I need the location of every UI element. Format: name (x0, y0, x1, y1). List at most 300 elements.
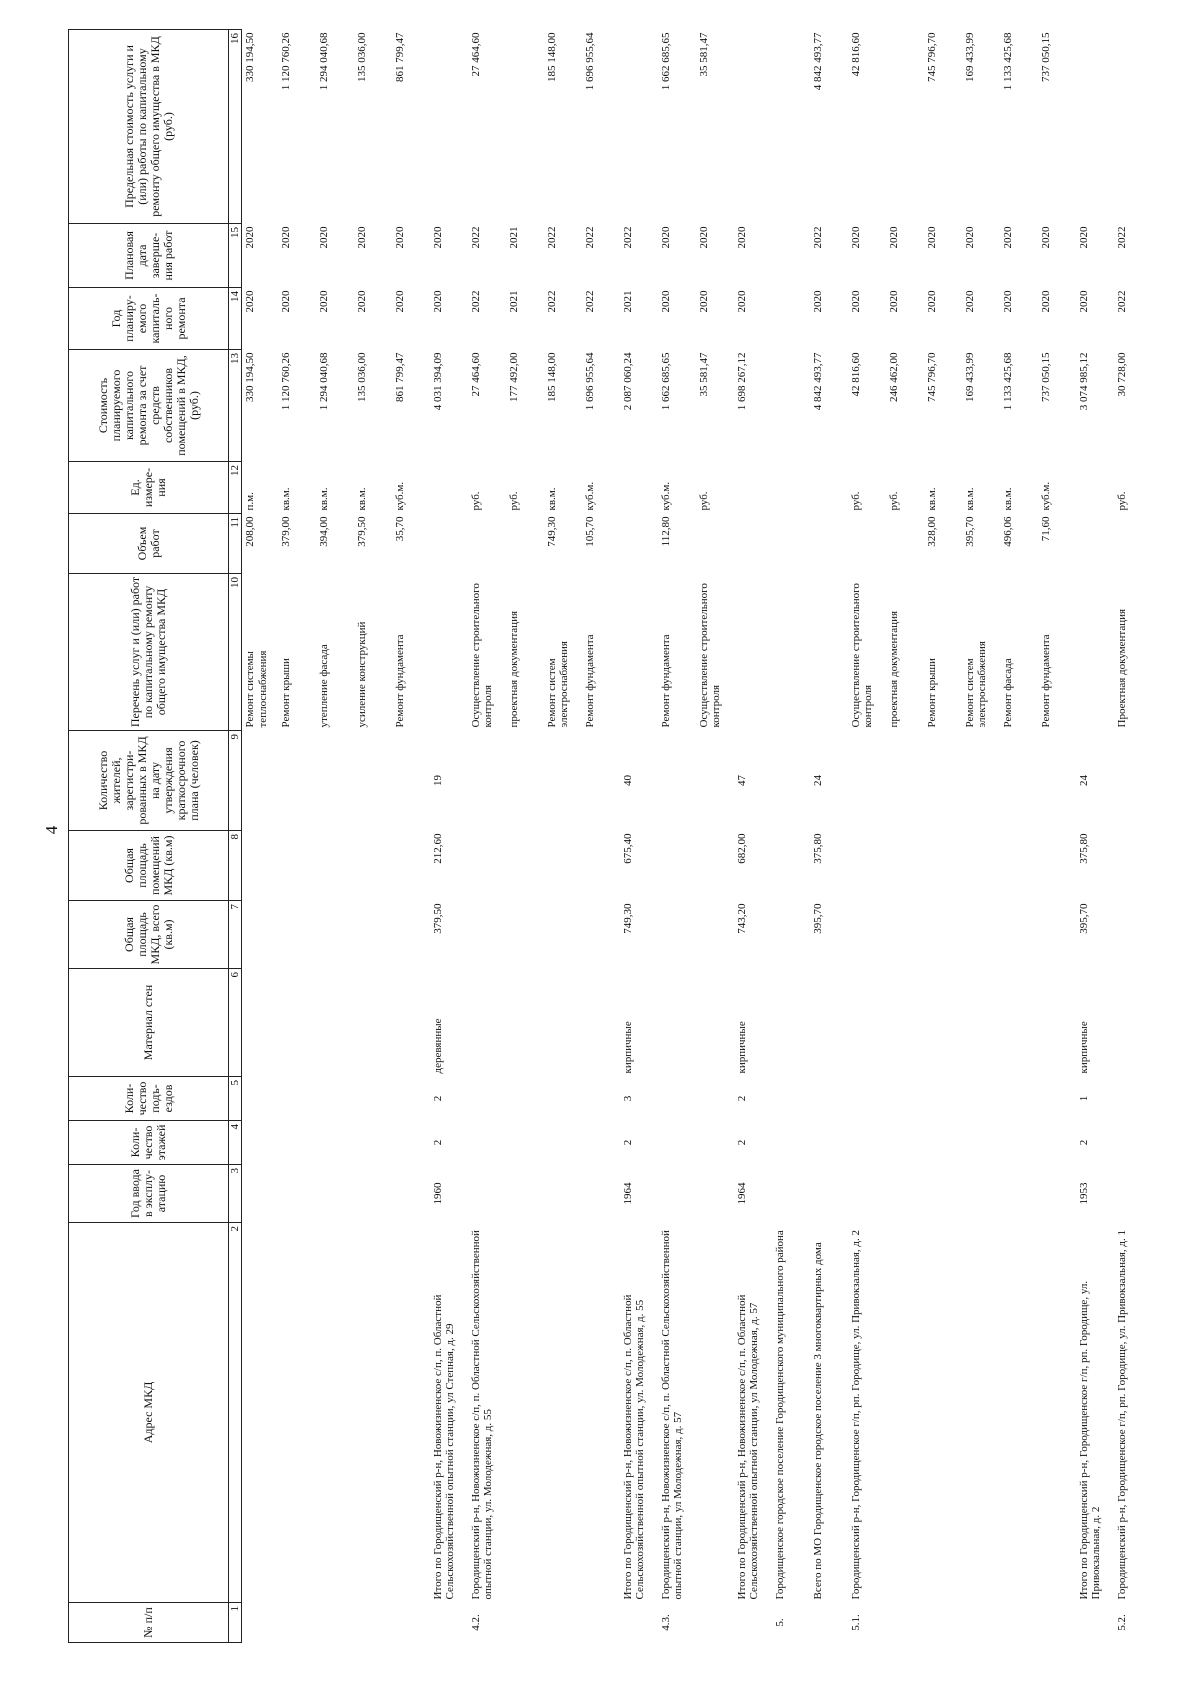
table-cell (774, 731, 812, 831)
table-cell (1116, 969, 1154, 1077)
table-cell: 105,70 (583, 516, 596, 547)
table-cell (1116, 831, 1154, 901)
table-cell (964, 1121, 1002, 1165)
table-cell (926, 1077, 964, 1121)
table-cell: 1 (1077, 1095, 1090, 1102)
table-cell (546, 1077, 584, 1121)
table-cell (774, 224, 812, 288)
table-cell: 2020 (431, 290, 444, 313)
table-cell (850, 1077, 888, 1121)
table-cell (1002, 901, 1040, 969)
table-cell (926, 1223, 964, 1603)
table-cell: 2020 (279, 290, 292, 313)
table-cell (964, 969, 1002, 1077)
table-cell (356, 831, 394, 901)
table-cell (280, 1165, 318, 1223)
table-cell (1002, 1223, 1040, 1603)
table-cell (1002, 1603, 1040, 1643)
table-cell: Ремонт фундамента (1039, 634, 1052, 728)
table-cell: усиление конструкций (355, 621, 368, 728)
table-cell (774, 350, 812, 462)
table-cell: 328,00 (925, 516, 938, 547)
table-cell: 379,50 (355, 516, 368, 547)
table-cell: 185 148,00 (545, 32, 558, 82)
column-number-row (229, 30, 242, 1643)
table-cell (622, 574, 660, 731)
table-cell (736, 514, 774, 574)
table-cell: 2 087 060,24 (621, 352, 634, 411)
table-cell (318, 1077, 356, 1121)
table-cell (888, 1165, 926, 1223)
table-cell (888, 731, 926, 831)
table-cell (964, 1223, 1002, 1603)
column-number: 3 (229, 1165, 242, 1223)
table-cell: 330 194,50 (244, 352, 256, 402)
table-cell (850, 731, 888, 831)
table-cell (736, 574, 774, 731)
table-row (394, 30, 432, 1643)
table-cell (926, 1603, 964, 1643)
table-cell (584, 1165, 622, 1223)
table-cell: 737 050,15 (1039, 352, 1052, 402)
table-cell: 330 194,50 (244, 32, 256, 82)
table-cell: 861 799,47 (393, 352, 406, 402)
table-cell: кв.м. (545, 487, 558, 511)
table-cell (584, 1121, 622, 1165)
table-cell: Итого по Городищенский р-н, Новожизненское с/п, п. Областной Сельскохозяйственной опытной станции, ул. Молодежная, д. 55 (621, 1294, 646, 1600)
table-cell (660, 1121, 698, 1165)
table-cell: 2020 (887, 226, 900, 249)
table-row (622, 30, 660, 1643)
capital-repair-table (68, 29, 1154, 1643)
table-cell (356, 731, 394, 831)
table-cell (622, 1603, 660, 1643)
column-header: Год планиру-емого капиталь-ного ремонта (69, 288, 229, 350)
table-cell: 246 462,00 (887, 352, 900, 402)
table-cell (1116, 1165, 1154, 1223)
table-cell (508, 30, 546, 224)
table-cell (242, 1223, 280, 1603)
table-cell: 2022 (621, 226, 634, 249)
table-cell (774, 514, 812, 574)
table-cell (774, 969, 812, 1077)
table-cell (508, 901, 546, 969)
table-cell (926, 731, 964, 831)
table-cell: 135 036,00 (355, 32, 368, 82)
table-cell (470, 969, 508, 1077)
table-cell: Ремонт системы теплоснабжения (244, 650, 269, 728)
table-cell: 379,00 (279, 516, 292, 547)
table-cell: 2 (1077, 1139, 1090, 1146)
table-cell: 1 294 040,68 (317, 352, 330, 411)
table-cell (1116, 1077, 1154, 1121)
table-cell: 496,06 (1001, 516, 1014, 547)
table-cell: Городищенский р-н, Городищенское г/п, рп. Городище, ул. Привокзальная, д. 1 (1115, 1230, 1128, 1600)
table-cell (508, 1603, 546, 1643)
column-header: Объем работ (69, 514, 229, 574)
table-cell: руб. (849, 491, 862, 511)
table-cell: 861 799,47 (393, 32, 406, 82)
table-cell (698, 1121, 736, 1165)
table-cell (1078, 462, 1116, 514)
table-cell: проектная документация (887, 610, 900, 728)
table-cell (356, 1603, 394, 1643)
table-row (318, 30, 356, 1643)
table-cell: 1 662 685,65 (659, 32, 672, 91)
table-cell (622, 462, 660, 514)
table-cell: 1 662 685,65 (659, 352, 672, 411)
table-cell: кв.м. (963, 487, 976, 511)
table-cell (1040, 901, 1078, 969)
table-cell: 177 492,00 (507, 352, 520, 402)
table-cell: деревянные (431, 1018, 444, 1074)
column-header: Общая площадь помещений МКД (кв.м) (69, 831, 229, 901)
table-cell (546, 1603, 584, 1643)
table-cell: 379,50 (431, 903, 444, 934)
table-cell (964, 731, 1002, 831)
table-cell: 2020 (1039, 290, 1052, 313)
table-cell: 2020 (963, 226, 976, 249)
table-cell (1002, 1121, 1040, 1165)
table-cell: руб. (507, 491, 520, 511)
table-cell (546, 969, 584, 1077)
table-cell: 2020 (1077, 290, 1090, 313)
table-cell (508, 1223, 546, 1603)
table-cell (812, 1121, 850, 1165)
table-cell: Итого по Городищенский р-н, Городищенское г/п, рп. Городище, ул. Привокзальная, д. 2 (1077, 1280, 1102, 1600)
table-cell: 2020 (697, 290, 710, 313)
table-cell (470, 514, 508, 574)
table-cell (356, 1077, 394, 1121)
column-header: Год ввода в эксплу-атацию (69, 1165, 229, 1223)
table-cell: 2020 (659, 290, 672, 313)
table-cell: 2022 (1115, 290, 1128, 313)
column-number: 5 (229, 1077, 242, 1121)
table-cell: руб. (469, 491, 482, 511)
table-cell: 2021 (507, 290, 520, 313)
table-cell (926, 901, 964, 969)
column-header: Плановая дата заверше-ния работ (69, 224, 229, 288)
table-cell: 2 (431, 1139, 444, 1146)
table-cell (508, 731, 546, 831)
table-cell: 2 (431, 1095, 444, 1102)
table-cell (1078, 30, 1116, 224)
table-cell: 2020 (317, 226, 330, 249)
table-cell (546, 731, 584, 831)
table-cell: 5.1. (849, 1614, 862, 1631)
table-cell (1040, 1121, 1078, 1165)
table-cell: 2020 (925, 226, 938, 249)
table-row (470, 30, 508, 1643)
table-row (242, 30, 280, 1643)
table-cell (660, 831, 698, 901)
table-cell: Осуществление строительного контроля (849, 583, 874, 728)
table-cell (318, 831, 356, 901)
table-cell: 2 (621, 1139, 634, 1146)
table-cell: Городищенский р-н, Городищенское г/п, рп. Городище, ул. Привокзальная, д. 2 (849, 1230, 862, 1600)
table-cell: 1964 (735, 1182, 748, 1205)
table-cell: 2022 (545, 226, 558, 249)
table-cell (394, 1223, 432, 1603)
column-number: 9 (229, 731, 242, 831)
column-number: 8 (229, 831, 242, 901)
table-cell: 2 (735, 1095, 748, 1102)
table-cell (888, 30, 926, 224)
table-cell: руб. (1115, 491, 1128, 511)
table-cell: 1 294 040,68 (317, 32, 330, 91)
table-cell (432, 30, 470, 224)
table-cell (850, 831, 888, 901)
table-cell (736, 462, 774, 514)
table-cell (698, 901, 736, 969)
table-cell: Проектная документация (1115, 608, 1128, 728)
table-cell: 4 842 493,77 (811, 352, 824, 411)
table-cell (394, 831, 432, 901)
column-header: Ед. измере-ния (69, 462, 229, 514)
table-cell: 4 031 394,09 (431, 352, 444, 411)
table-cell (698, 514, 736, 574)
table-cell (508, 831, 546, 901)
table-cell: 42 816,60 (849, 32, 862, 77)
table-cell (280, 1077, 318, 1121)
table-cell (394, 1121, 432, 1165)
table-cell: 395,70 (811, 903, 824, 934)
table-cell: 2020 (393, 226, 406, 249)
table-cell: 2020 (735, 226, 748, 249)
table-cell (1002, 831, 1040, 901)
table-cell: 2022 (545, 290, 558, 313)
table-cell (280, 831, 318, 901)
table-cell (394, 901, 432, 969)
table-cell: 35 581,47 (697, 32, 710, 77)
table-cell (394, 731, 432, 831)
table-cell (812, 1165, 850, 1223)
table-cell (850, 901, 888, 969)
table-cell (774, 1121, 812, 1165)
table-cell (888, 514, 926, 574)
table-cell: Ремонт фасада (1001, 658, 1014, 728)
table-row (280, 30, 318, 1643)
table-cell (470, 1165, 508, 1223)
table-cell (584, 731, 622, 831)
column-header: Стоимость планируемого капитального ремонта за счет средств собственников помещений в МКД, (руб.) (69, 350, 229, 462)
table-row (964, 30, 1002, 1643)
table-cell: 2020 (849, 226, 862, 249)
column-number: 16 (229, 30, 242, 224)
table-cell (394, 1603, 432, 1643)
table-row (660, 30, 698, 1643)
table-cell: 40 (621, 775, 634, 786)
table-cell: 394,00 (317, 516, 330, 547)
table-cell: 1960 (431, 1182, 444, 1205)
table-cell (584, 969, 622, 1077)
table-row (926, 30, 964, 1643)
table-cell: 30 728,00 (1115, 352, 1128, 397)
column-number: 12 (229, 462, 242, 514)
table-cell: Ремонт фундамента (393, 634, 406, 728)
table-cell (394, 969, 432, 1077)
table-cell (584, 901, 622, 969)
table-cell (774, 288, 812, 350)
table-cell (774, 574, 812, 731)
table-cell (470, 1121, 508, 1165)
table-cell: 2020 (431, 226, 444, 249)
table-cell: п.м. (244, 492, 256, 511)
table-cell (926, 1121, 964, 1165)
table-cell: 737 050,15 (1039, 32, 1052, 82)
column-number: 4 (229, 1121, 242, 1165)
table-cell (432, 574, 470, 731)
table-cell: 3 (621, 1095, 634, 1102)
table-cell: 682,00 (735, 833, 748, 864)
table-cell: 1 120 760,26 (279, 352, 292, 411)
table-cell: руб. (697, 491, 710, 511)
table-cell: Ремонт систем электроснабжения (545, 641, 570, 728)
table-cell: 395,70 (963, 516, 976, 547)
table-cell (318, 1165, 356, 1223)
table-cell: 169 433,99 (963, 32, 976, 82)
table-cell: 2021 (621, 290, 634, 313)
column-header: Материал стен (69, 969, 229, 1077)
table-row (850, 30, 888, 1643)
column-header: № п/п (69, 1603, 229, 1643)
table-cell: 749,30 (545, 516, 558, 547)
table-cell (964, 1077, 1002, 1121)
table-cell: 169 433,99 (963, 352, 976, 402)
table-cell: 2020 (887, 290, 900, 313)
table-cell: 4.3. (659, 1614, 672, 1631)
table-cell: 3 074 985,12 (1077, 352, 1090, 411)
column-header: Коли-чество этажей (69, 1121, 229, 1165)
table-cell (888, 969, 926, 1077)
column-number: 14 (229, 288, 242, 350)
table-cell: куб.м. (659, 481, 672, 511)
table-cell (1002, 731, 1040, 831)
table-cell (356, 969, 394, 1077)
table-cell (698, 831, 736, 901)
table-cell: 1 120 760,26 (279, 32, 292, 91)
table-cell (1116, 30, 1154, 224)
table-cell (470, 901, 508, 969)
table-cell (926, 969, 964, 1077)
table-cell (964, 1603, 1002, 1643)
table-cell (242, 1121, 280, 1165)
column-number: 10 (229, 574, 242, 731)
table-cell: 2020 (811, 290, 824, 313)
table-cell (698, 1603, 736, 1643)
rotated-table-wrapper (68, 30, 1166, 1643)
table-cell (1040, 1165, 1078, 1223)
table-row (1078, 30, 1116, 1643)
table-cell (774, 1165, 812, 1223)
table-cell: 1964 (621, 1182, 634, 1205)
table-cell: кирпичные (1077, 1021, 1090, 1074)
table-cell: проектная документация (507, 610, 520, 728)
table-row (698, 30, 736, 1643)
table-cell: 2020 (1001, 226, 1014, 249)
column-header: Предельная стоимость услуги и (или) работы по капитальному ремонту общего имущества в МКД (руб.) (69, 30, 229, 224)
table-cell (280, 969, 318, 1077)
table-cell (356, 1121, 394, 1165)
table-cell (432, 462, 470, 514)
table-cell (660, 901, 698, 969)
table-cell (888, 1603, 926, 1643)
table-cell (242, 831, 280, 901)
table-cell (1078, 1603, 1116, 1643)
table-cell (470, 1077, 508, 1121)
table-cell (1002, 1165, 1040, 1223)
table-cell (888, 1077, 926, 1121)
table-row (356, 30, 394, 1643)
table-cell (698, 969, 736, 1077)
table-cell (546, 1165, 584, 1223)
table-cell (698, 1223, 736, 1603)
table-cell (318, 731, 356, 831)
table-cell (1116, 514, 1154, 574)
table-cell: 395,70 (1077, 903, 1090, 934)
table-cell: 1 133 425,68 (1001, 32, 1014, 91)
table-cell (280, 1603, 318, 1643)
table-cell (850, 969, 888, 1077)
column-header: Перечень услуг и (или) работ по капитальному ремонту общего имущества МКД (69, 574, 229, 731)
table-cell (508, 514, 546, 574)
table-cell: Городищенский р-н, Новожизненское с/п, п. Областной Сельскохозяйственной опытной станции, ул Молодежная, д. 57 (659, 1230, 684, 1600)
column-number: 2 (229, 1223, 242, 1603)
table-cell (774, 462, 812, 514)
table-cell (356, 901, 394, 969)
table-cell (394, 1165, 432, 1223)
table-cell: 375,80 (1077, 833, 1090, 864)
table-cell: 35 581,47 (697, 352, 710, 397)
table-cell (812, 462, 850, 514)
table-cell (356, 1223, 394, 1603)
table-cell (546, 831, 584, 901)
table-cell: кв.м. (279, 487, 292, 511)
table-cell: 42 816,60 (849, 352, 862, 397)
table-cell: 743,20 (735, 903, 748, 934)
table-cell (660, 1077, 698, 1121)
table-cell: кирпичные (735, 1021, 748, 1074)
table-cell: 2020 (849, 290, 862, 313)
table-cell (242, 731, 280, 831)
table-cell (736, 1603, 774, 1643)
table-cell (1040, 969, 1078, 1077)
table-cell (850, 514, 888, 574)
table-cell (584, 831, 622, 901)
table-cell: Ремонт крыши (279, 658, 292, 728)
table-cell (1040, 731, 1078, 831)
table-cell (888, 1223, 926, 1603)
table-cell (1040, 831, 1078, 901)
table-cell: 2022 (811, 226, 824, 249)
table-cell: 208,00 (244, 516, 256, 547)
table-cell: 47 (735, 775, 748, 786)
table-cell (926, 1165, 964, 1223)
table-cell: 4.2. (469, 1614, 482, 1631)
table-cell (584, 1603, 622, 1643)
table-cell (1002, 1077, 1040, 1121)
table-cell: 71,60 (1039, 516, 1052, 542)
table-cell (660, 731, 698, 831)
column-number: 1 (229, 1603, 242, 1643)
table-cell: 2020 (925, 290, 938, 313)
table-cell (432, 1603, 470, 1643)
table-cell: 112,80 (659, 516, 672, 547)
table-cell: 1953 (1077, 1182, 1090, 1205)
table-cell: 1 698 267,12 (735, 352, 748, 411)
table-cell: 745 796,70 (925, 32, 938, 82)
column-header: Количество жителей, зарегистри-рованных в МКД на дату утверждения краткосрочного плана (человек) (69, 731, 229, 831)
